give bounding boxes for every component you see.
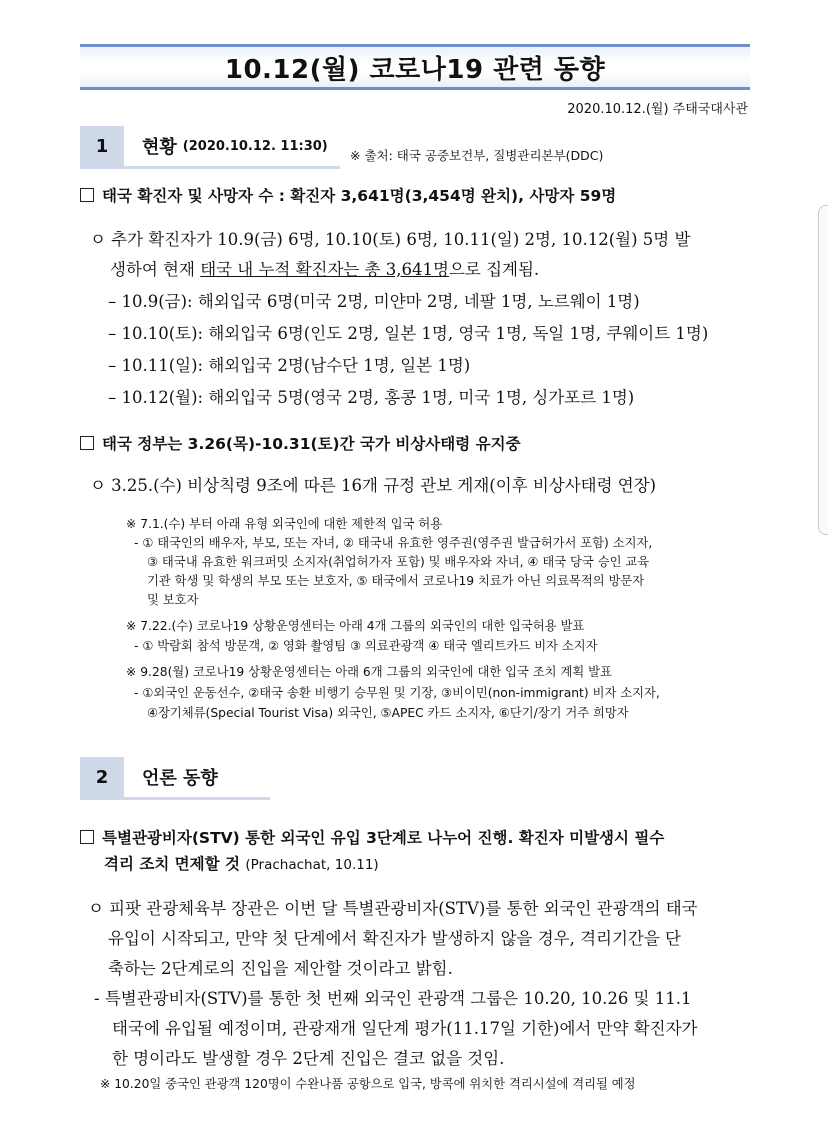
- note-line: - ① 박람회 참석 방문객, ② 영화 촬영팀 ③ 의료관광객 ④ 태국 엘리트카드 비자 소지자: [134, 639, 598, 653]
- section-1-underline: [80, 166, 340, 169]
- heading-stv-source: (Prachachat, 10.11): [245, 857, 379, 873]
- heading-emergency-decree: 태국 정부는 3.26(목)-10.31(토)간 국가 비상사태령 유지중: [80, 432, 521, 454]
- note-line: 기관 학생 및 학생의 부모 또는 보호자, ⑤ 태국에서 코로나19 치료가 아닌 의료목적의 방문자: [147, 574, 645, 588]
- paragraph-4-line: 태국에 유입될 예정이며, 관광재개 일단계 평가(11.17일 기한)에서 만약 확진자가: [112, 1019, 698, 1038]
- dash-item: – 10.9(금): 해외입국 6명(미국 2명, 미얀마 2명, 네팔 1명, 노르웨이 1명): [108, 292, 640, 311]
- note-line: ※ 7.22.(수) 코로나19 상황운영센터는 아래 4개 그룹의 외국인의 대한 입국허용 발표: [126, 619, 585, 633]
- heading-confirmed-cases: 태국 확진자 및 사망자 수 : 확진자 3,641명(3,454명 완치), 사망자 59명: [80, 184, 616, 206]
- section-1-source: ※ 출처: 태국 공중보건부, 질병관리본부(DDC): [350, 148, 604, 163]
- checkbox-square-icon: [80, 436, 94, 450]
- final-note: ※ 10.20일 중국인 관광객 120명이 수완나품 공항으로 입국, 방콕에 위치한 격리시설에 격리될 예정: [100, 1077, 636, 1091]
- dateline: 2020.10.12.(월) 주태국대사관: [567, 102, 748, 117]
- section-1-subtitle: (2020.10.12. 11:30): [182, 138, 328, 154]
- paragraph-3-line: ㅇ 피팟 관광체육부 장관은 이번 달 특별관광비자(STV)를 통한 외국인 관광객의 태국: [88, 899, 698, 918]
- section-1-number: 1: [80, 126, 124, 166]
- note-line: 및 보호자: [147, 593, 199, 607]
- section-2-underline: [80, 797, 270, 800]
- document-title: 10.12(월) 코로나19 관련 동향: [224, 54, 606, 85]
- dash-item: – 10.12(월): 해외입국 5명(영국 2명, 홍콩 1명, 미국 1명, 싱가포르 1명): [108, 388, 635, 407]
- note-line: ④장기체류(Special Tourist Visa) 외국인, ⑤APEC 카드 소지자, ⑥단기/장기 거주 희망자: [147, 706, 629, 720]
- section-2-header: [80, 757, 218, 797]
- section-1-header: [80, 126, 328, 166]
- underlined-total: 태국 내 누적 확진자는 총 3,641명: [200, 260, 449, 279]
- heading-stv-line-2: 격리 조치 면제할 것 (Prachachat, 10.11): [104, 855, 379, 873]
- section-2-title: 언론 동향: [142, 768, 218, 789]
- section-2-number: 2: [80, 757, 124, 797]
- paragraph-3-line: 유입이 시작되고, 만약 첫 단계에서 확진자가 발생하지 않을 경우, 격리기간을 단: [108, 929, 681, 948]
- section-1-title: 현황: [142, 137, 177, 158]
- checkbox-square-icon: [80, 830, 94, 844]
- document-title-box: [80, 44, 750, 90]
- paragraph-3-line: 축하는 2단계로의 진입을 제안할 것이라고 밝힘.: [108, 959, 453, 978]
- paragraph-4-line: - 특별관광비자(STV)를 통한 첫 번째 외국인 관광객 그룹은 10.20, 10.26 및 11.1: [94, 989, 692, 1008]
- paragraph-2: ㅇ 3.25.(수) 비상칙령 9조에 따른 16개 규정 관보 게재(이후 비상사태령 연장): [90, 476, 657, 495]
- heading-stv: 특별관광비자(STV) 통한 외국인 유입 3단계로 나누어 진행. 확진자 미발생시 필수: [80, 826, 664, 848]
- scrollbar[interactable]: [818, 205, 828, 535]
- note-line: ※ 7.1.(수) 부터 아래 유형 외국인에 대한 제한적 입국 허용: [126, 517, 443, 531]
- paragraph-4-line: 한 명이라도 발생할 경우 2단계 진입은 결코 없을 것임.: [112, 1049, 505, 1068]
- dash-item: – 10.11(일): 해외입국 2명(남수단 1명, 일본 1명): [108, 356, 471, 375]
- note-line: ③ 태국내 유효한 워크퍼밋 소지자(취업허가자 포함) 및 배우자와 자녀, ④ 태국 당국 승인 교육: [147, 555, 650, 569]
- note-line: - ① 태국인의 배우자, 부모, 또는 자녀, ② 태국내 유효한 영주권(영주권 발급허가서 포함) 소지자,: [134, 536, 653, 550]
- paragraph-1-line-1: ㅇ 추가 확진자가 10.9(금) 6명, 10.10(토) 6명, 10.11(일) 2명, 10.12(월) 5명 발: [90, 230, 691, 249]
- note-line: - ①외국인 운동선수, ②태국 송환 비행기 승무원 및 기장, ③비이민(non-immigrant) 비자 소지자,: [134, 686, 660, 700]
- checkbox-square-icon: [80, 188, 94, 202]
- dash-item: – 10.10(토): 해외입국 6명(인도 2명, 일본 1명, 영국 1명, 독일 1명, 쿠웨이트 1명): [108, 324, 709, 343]
- paragraph-1-line-2: 생하여 현재 태국 내 누적 확진자는 총 3,641명으로 집계됨.: [110, 260, 540, 279]
- note-line: ※ 9.28(월) 코로나19 상황운영센터는 아래 6개 그룹의 외국인에 대한 입국 조치 계획 발표: [126, 665, 612, 679]
